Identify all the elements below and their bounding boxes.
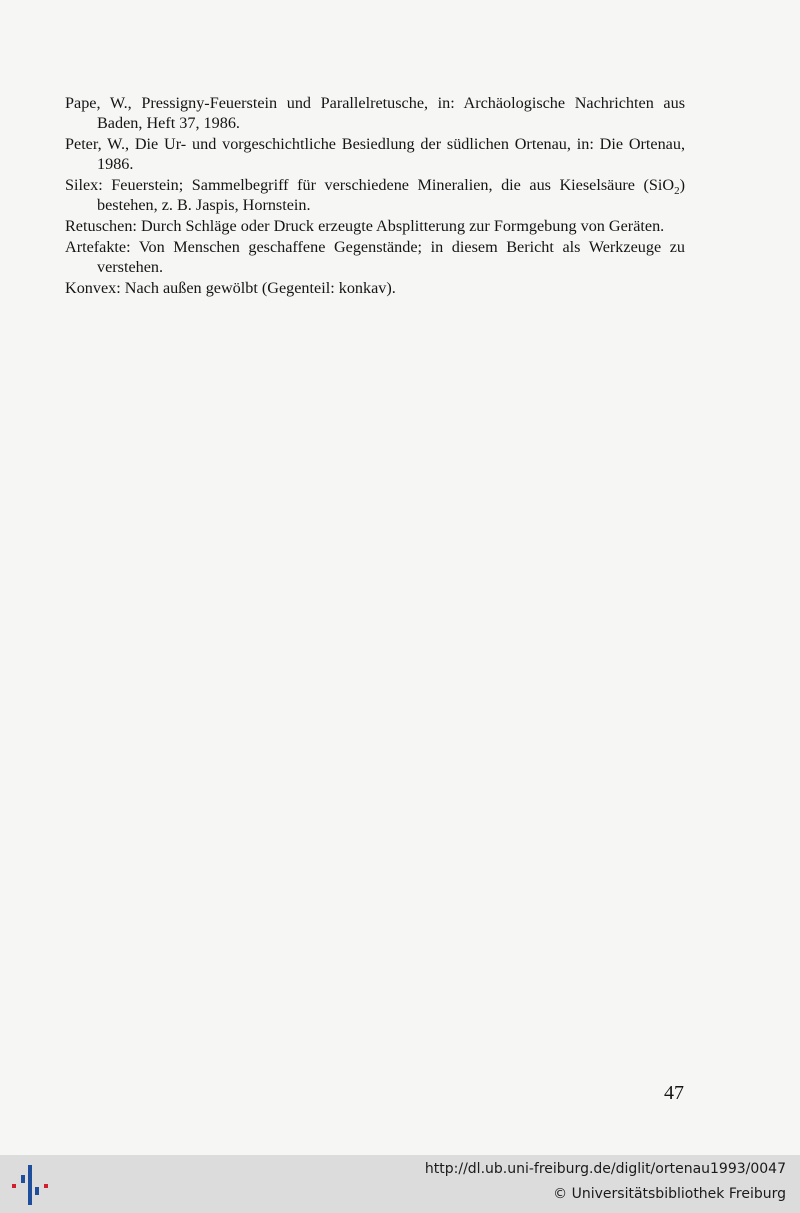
logo-bar-center-bottom [35,1187,39,1195]
glossary-entry-silex [65,175,685,215]
glossary-entry-konvex: Konvex: Nach außen gewölbt (Gegenteil: konkav). [65,279,396,297]
glossary-entry-retuschen: Retuschen: Durch Schläge oder Druck erzeugte Absplitterung zur Formgebung von Geräten. [65,217,665,235]
logo-bar-right [44,1184,48,1188]
digital-library-link[interactable]: http://dl.ub.uni-freiburg.de/diglit/ortenau1993/0047 [424,1161,786,1177]
silex-text-end: ) bestehen, z. B. Jaspis, Hornstein. [97,176,685,214]
glossary-list [65,93,685,299]
logo-bar-center-top [21,1175,25,1183]
reference-entry-peter: Peter, W., Die Ur- und vorgeschichtliche Besiedlung der südlichen Ortenau, in: Die Ortenau, 1986. [65,135,685,173]
silex-text-start: Silex: Feuerstein; Sammelbegriff für verschiedene Mineralien, die aus Kieselsäure (SiO [65,176,675,194]
silex-subscript: 2 [674,185,680,198]
logo-bar-tall [28,1165,32,1205]
logo-bar-left [12,1184,16,1188]
reference-entry-pape: Pape, W., Pressigny-Feuerstein und Parallelretusche, in: Archäologische Nachrichten aus Baden, Heft 37, 1986. [65,94,685,132]
page-number: 47 [664,1082,684,1104]
library-logo-icon [6,1163,54,1207]
copyright-notice: © Universitätsbibliothek Freiburg [553,1186,786,1202]
glossary-entry-artefakte: Artefakte: Von Menschen geschaffene Gegenstände; in diesem Bericht als Werkzeuge zu verstehen. [65,238,685,276]
library-footer [0,1155,800,1213]
